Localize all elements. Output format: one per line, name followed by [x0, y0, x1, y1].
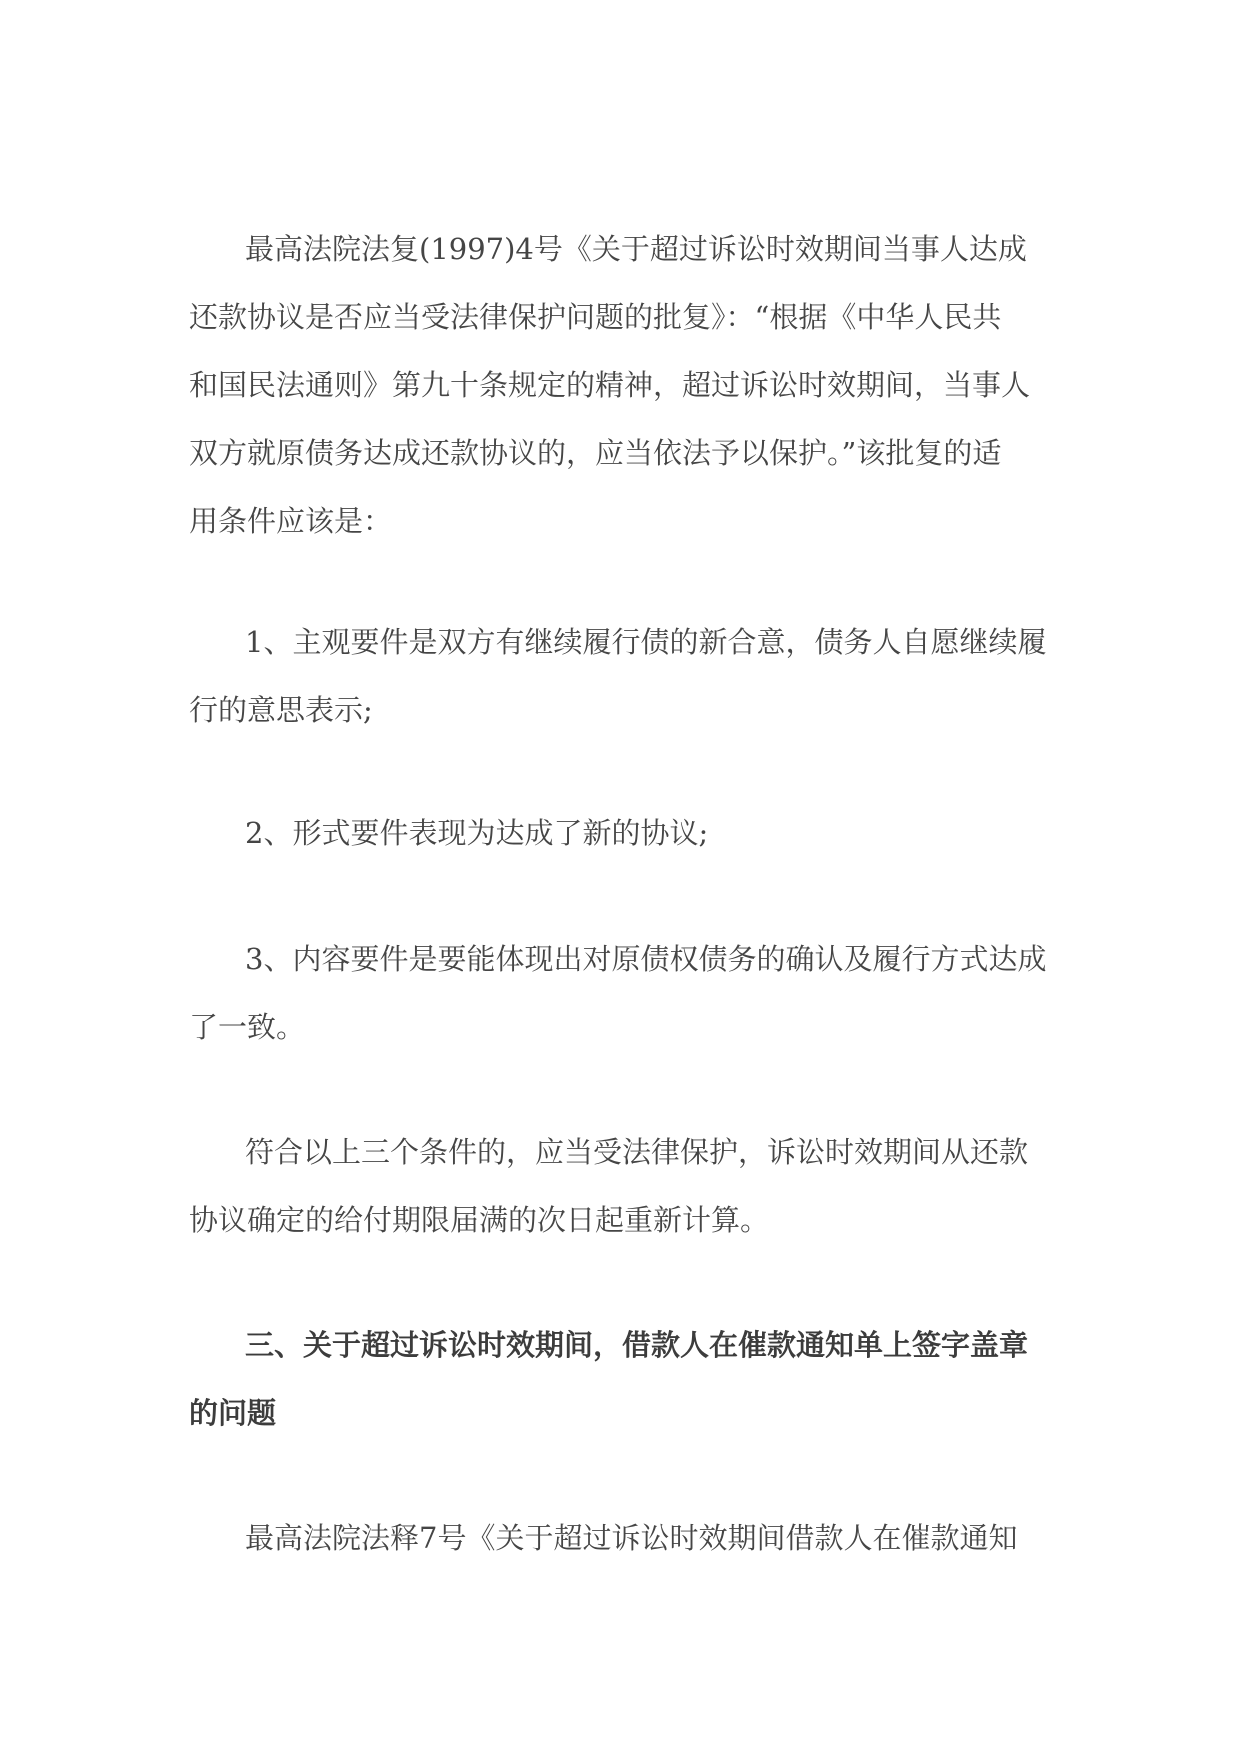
list-item-line: 行的意思表示;	[189, 693, 373, 727]
list-item-line: 1、主观要件是双方有继续履行债的新合意，债务人自愿继续履	[245, 625, 1047, 659]
paragraph-line: 符合以上三个条件的，应当受法律保护，诉讼时效期间从还款	[245, 1135, 1029, 1169]
paragraph-line: 最高法院法复(1997)4号《关于超过诉讼时效期间当事人达成	[245, 232, 1027, 266]
paragraph-line: 用条件应该是：	[189, 504, 393, 538]
list-item-line: 2、形式要件表现为达成了新的协议;	[245, 816, 709, 850]
paragraph-line: 和国民法通则》第九十条规定的精神，超过诉讼时效期间，当事人	[189, 368, 1031, 402]
list-item-line: 3、内容要件是要能体现出对原债权债务的确认及履行方式达成	[245, 942, 1047, 976]
paragraph-line: 协议确定的给付期限届满的次日起重新计算。	[189, 1203, 770, 1237]
section-heading: 的问题	[189, 1396, 277, 1430]
paragraph-line: 最高法院法释7号《关于超过诉讼时效期间借款人在催款通知	[245, 1521, 1018, 1555]
list-item-line: 了一致。	[189, 1010, 306, 1044]
section-heading: 三、关于超过诉讼时效期间，借款人在催款通知单上签字盖章	[245, 1328, 1029, 1362]
paragraph-line: 还款协议是否应当受法律保护问题的批复》：“根据《中华人民共	[189, 300, 1002, 334]
paragraph-line: 双方就原债务达成还款协议的，应当依法予以保护。”该批复的适	[189, 436, 1002, 470]
